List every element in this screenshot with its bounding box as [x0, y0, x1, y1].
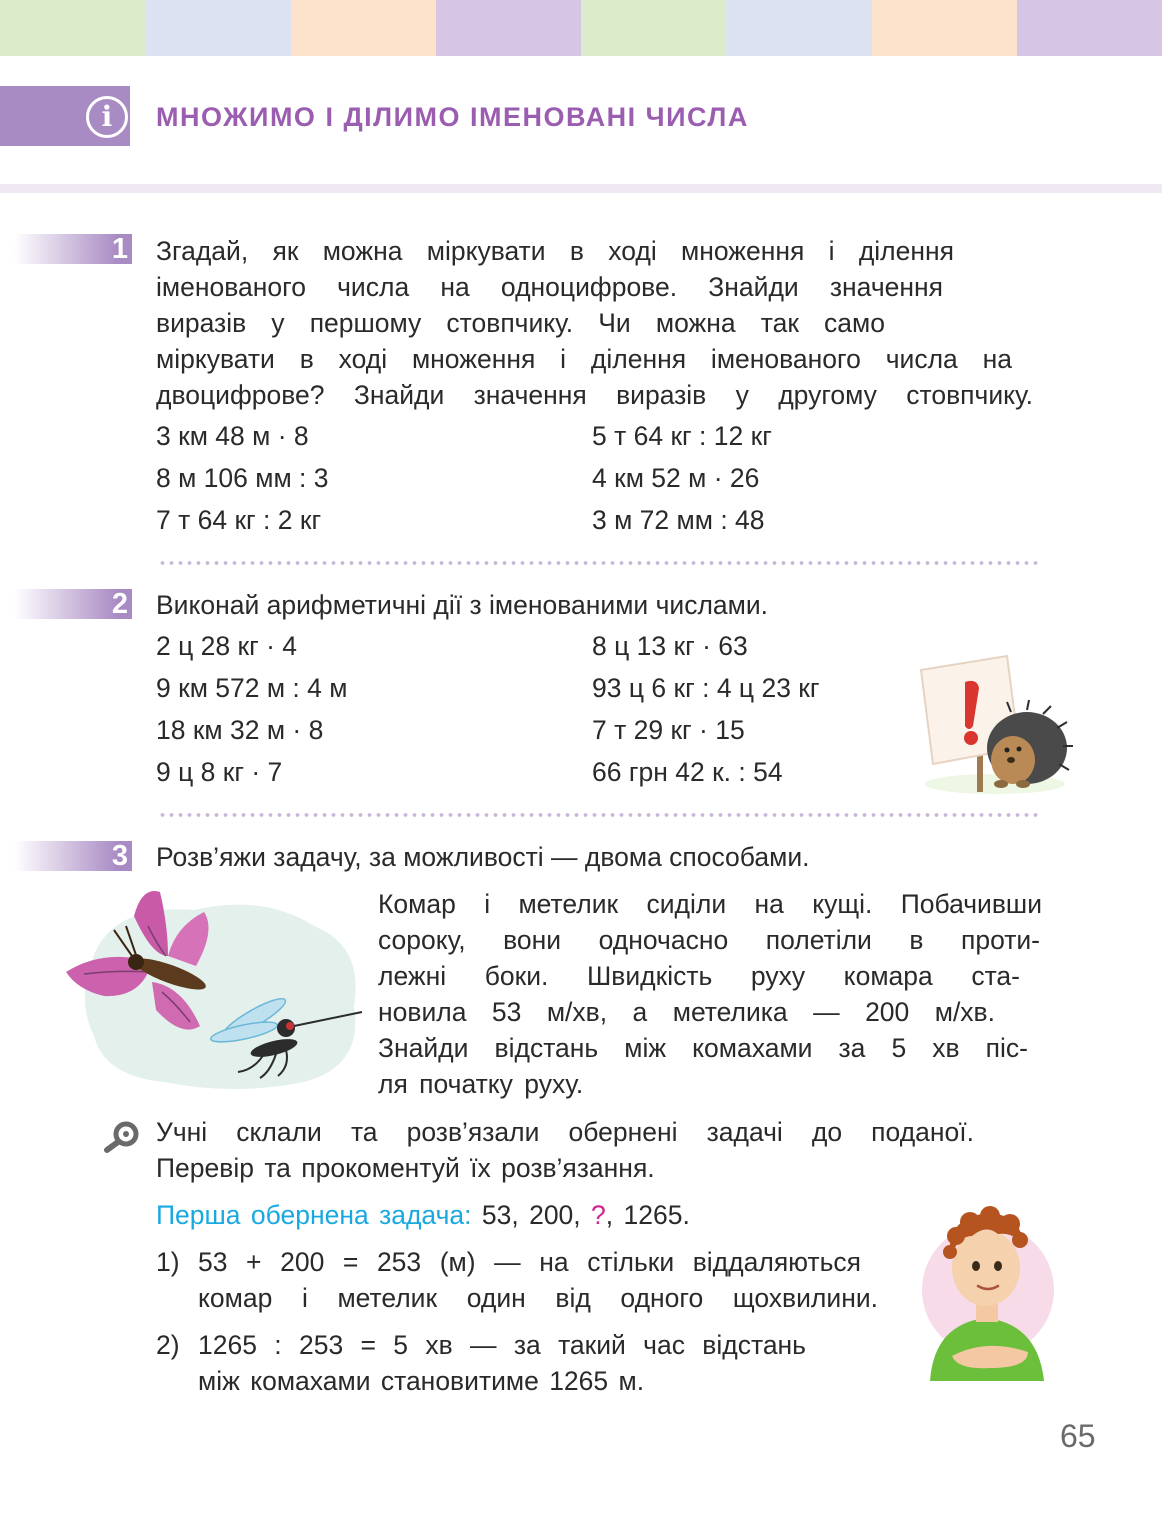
task-number-badge	[14, 234, 132, 264]
expression: 2 ц 28 кг · 4	[156, 631, 298, 661]
inverse-problem-line	[156, 1197, 690, 1233]
expression: 18 км 32 м · 8	[156, 715, 324, 745]
expression: 66 грн 42 к. : 54	[592, 757, 783, 787]
inverse-problem-values: 53, 200,	[481, 1200, 581, 1230]
page-number: 65	[1060, 1418, 1096, 1454]
expression: 93 ц 6 кг : 4 ц 23 кг	[592, 673, 820, 703]
strip-segment	[291, 0, 436, 56]
step-number: 2)	[156, 1330, 180, 1360]
problem-line: новила 53 м/хв, а метелика — 200 м/хв.	[378, 997, 995, 1027]
task1-line: іменованого числа на одноцифрове. Знайди значення	[156, 272, 943, 302]
boy-thinking-icon	[910, 1206, 1060, 1381]
strip-segment	[1017, 0, 1162, 56]
problem-line: Комар і метелик сиділи на кущі. Побачивши	[378, 889, 1042, 919]
check-line: Учні склали та розв’язали обернені задачі до поданої.	[156, 1117, 974, 1147]
expression: 8 м 106 мм : 3	[156, 463, 329, 493]
expression: 9 ц 8 кг · 7	[156, 757, 283, 787]
strip-segment	[436, 0, 581, 56]
expression: 8 ц 13 кг · 63	[592, 631, 748, 661]
task-number: 3	[111, 840, 128, 872]
page-title: МНОЖИМО І ДІЛИМО ІМЕНОВАНІ ЧИСЛА	[156, 102, 749, 132]
problem-line: Знайди відстань між комахами за 5 хв піс-	[378, 1033, 1028, 1063]
task2-instruction: Виконай арифметичні дії з іменованими числами.	[156, 590, 769, 620]
task1-line: виразів у першому стовпчику. Чи можна так само	[156, 308, 885, 338]
header-divider	[0, 184, 1162, 193]
expression: 7 т 29 кг · 15	[592, 715, 745, 745]
problem-line: ля початку руху.	[378, 1069, 584, 1099]
check-line: Перевір та прокоментуй їх розв’язання.	[156, 1153, 655, 1183]
strip-segment	[726, 0, 871, 56]
step-line: 53 + 200 = 253 (м) — на стільки віддаляються	[198, 1247, 861, 1277]
unknown-value: ?	[591, 1200, 606, 1230]
step-line: 1265 : 253 = 5 хв — за такий час відстань	[198, 1330, 806, 1360]
task-number-badge	[14, 841, 132, 871]
problem-line: сороку, вони одночасно полетіли в проти-	[378, 925, 1040, 955]
task-number: 1	[111, 233, 128, 265]
inverse-problem-values: , 1265.	[605, 1200, 690, 1230]
info-icon: i	[86, 96, 128, 138]
dotted-divider	[158, 812, 1042, 818]
expression: 4 км 52 м · 26	[592, 463, 760, 493]
expression: 9 км 572 м : 4 м	[156, 673, 348, 703]
magnifier-icon	[102, 1120, 142, 1154]
task-number: 2	[111, 588, 128, 620]
task3-instruction: Розв’яжи задачу, за можливості — двома способами.	[156, 842, 810, 872]
strip-segment	[872, 0, 1017, 56]
butterfly-and-mosquito-icon	[64, 886, 366, 1096]
strip-segment	[581, 0, 726, 56]
step-line: комар і метелик один від одного щохвилини.	[198, 1283, 878, 1313]
strip-segment	[145, 0, 290, 56]
task-number-badge	[14, 589, 132, 619]
task1-line: двоцифрове? Знайди значення виразів у другому стовпчику.	[156, 380, 1033, 410]
expression: 3 м 72 мм : 48	[592, 505, 765, 535]
task1-line: міркувати в ході множення і ділення іменованого числа на	[156, 344, 1012, 374]
problem-line: лежні боки. Швидкість руху комара ста-	[378, 961, 1020, 991]
task1-line: Згадай, як можна міркувати в ході множення і ділення	[156, 236, 954, 266]
expression: 3 км 48 м · 8	[156, 421, 309, 451]
top-color-strip	[0, 0, 1162, 56]
expression: 7 т 64 кг : 2 кг	[156, 505, 322, 535]
step-line: між комахами становитиме 1265 м.	[198, 1366, 645, 1396]
hedgehog-with-exclamation-sign-icon	[915, 652, 1075, 797]
inverse-problem-label: Перша обернена задача:	[156, 1200, 472, 1230]
strip-segment	[0, 0, 145, 56]
step-number: 1)	[156, 1247, 180, 1277]
expression: 5 т 64 кг : 12 кг	[592, 421, 772, 451]
dotted-divider	[158, 560, 1042, 566]
